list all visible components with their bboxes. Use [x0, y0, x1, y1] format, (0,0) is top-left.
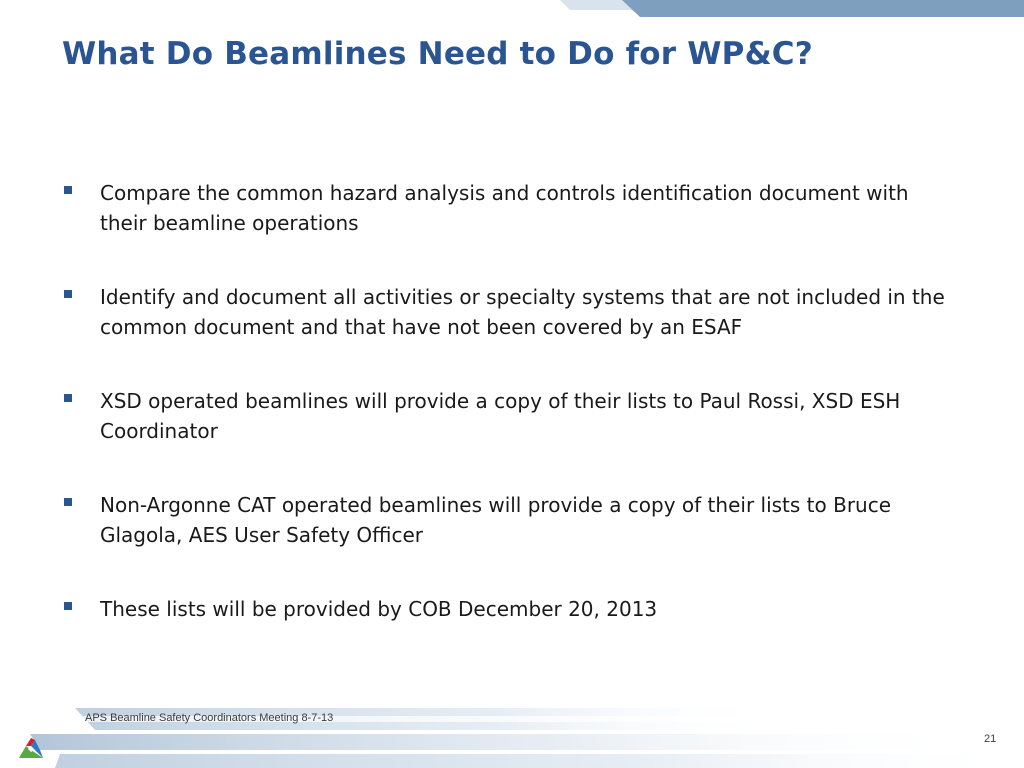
bullet-text: Non-Argonne CAT operated beamlines will provide a copy of their lists to Bruce Glagola, AES User Safety Officer — [100, 493, 892, 547]
slide-title: What Do Beamlines Need to Do for WP&C? — [62, 36, 813, 72]
footer-decorative-band — [0, 700, 1024, 768]
bullet-square-icon — [64, 186, 72, 194]
footer-meeting-text: APS Beamline Safety Coordinators Meeting 8-7-13 — [85, 712, 334, 724]
top-decorative-bar — [0, 0, 1024, 20]
bullet-item — [64, 282, 954, 342]
bullet-item — [64, 178, 954, 238]
bullet-square-icon — [64, 290, 72, 298]
bullet-list — [64, 178, 954, 668]
bullet-square-icon — [64, 394, 72, 402]
bullet-item — [64, 386, 954, 446]
argonne-logo-icon — [18, 737, 44, 759]
bullet-text: These lists will be provided by COB December 20, 2013 — [100, 597, 658, 621]
bullet-text: Identify and document all activities or specialty systems that are not included in the common document and that have not been covered by an ESAF — [100, 285, 945, 339]
bullet-text: Compare the common hazard analysis and controls identification document with their beamline operations — [100, 181, 909, 235]
bullet-square-icon — [64, 602, 72, 610]
bullet-square-icon — [64, 498, 72, 506]
page-number: 21 — [984, 733, 997, 745]
bullet-text: XSD operated beamlines will provide a copy of their lists to Paul Rossi, XSD ESH Coordinator — [100, 389, 901, 443]
bullet-item — [64, 594, 954, 624]
bullet-item — [64, 490, 954, 550]
